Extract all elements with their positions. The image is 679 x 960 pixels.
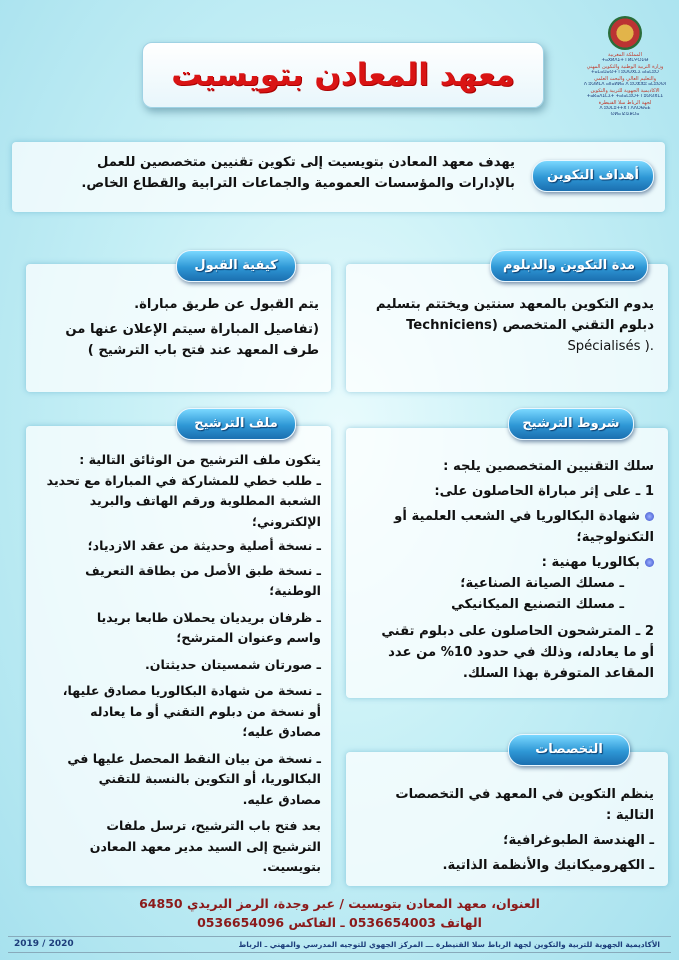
crest-line: الأكاديمية الجهوية للتربية والتكوين [590, 88, 660, 94]
file-line: ـ صورتان شمسيتان حديثتان. [144, 656, 321, 672]
footer-address: العنوان، معهد المعادن بتويسيت / عبر وجدة، الرمز البريدي 64850 [139, 896, 540, 911]
objectives-line: يهدف معهد المعادن بتويسيت إلى تكوين تقنيين متخصصين للعمل [97, 155, 515, 170]
crest-line: ⵜⴰⴽⴰⴷⵉⵎⵉⵜ ⵜⴰⵏⴰⵎⵓⵔⵜ ⵏ ⵓⵙⵙⴳⵎⵉ [586, 94, 664, 99]
title-banner [142, 42, 544, 108]
duration-section [346, 264, 668, 392]
tab-admission: كيفية القبول [176, 250, 296, 282]
file-line: الإلكتروني؛ [251, 513, 321, 529]
conditions-line: بكالوريا مهنية : [541, 555, 640, 570]
footer-organizations: الأكاديمية الجهوية للتربية والتكوين لجهة الرباط سلا القنيطرة ـــ المركز الجهوي للتوجيه المدرسي والمهني ـ الرباط [238, 940, 660, 949]
conditions-line: التكنولوجية؛ [576, 530, 654, 545]
tab-specialties: التخصصات [508, 734, 630, 766]
conditions-bullet [354, 552, 654, 573]
tab-objectives: أهداف التكوين [532, 160, 654, 192]
duration-line: يدوم التكوين بالمعهد سنتين ويختتم بتسليم [375, 297, 654, 312]
file-line: ـ نسخة من بيان النقط المحصل عليها في [67, 750, 321, 766]
conditions-line: سلك التقنيين المتخصصين يلجه : [443, 459, 654, 474]
crest-line: ⵜⴰⵎⴰⵡⴰⵙⵜ ⵏ ⵓⵙⵙⴳⵎⵉ ⴰⵏⴰⵎⵓⵔ [591, 70, 659, 75]
file-line: واسم وعنوان المترشح؛ [176, 630, 321, 645]
footer-divider [8, 936, 671, 937]
crest-line: والتعليم العالي والبحث العلمي [593, 76, 657, 82]
crest-line: ⵜⴰⴳⵍⴷⵉⵜ ⵏ ⵍⵎⵖⵔⵉⴱ [601, 58, 649, 63]
admission-line: (تفاصيل المباراة سيتم الإعلان عنها من [65, 322, 319, 337]
file-line: الترشيح إلى السيد مدير معهد المعادن [89, 838, 321, 854]
bullet-icon [645, 512, 654, 521]
specialties-line: ـ الكهروميكانيك والأنظمة الذاتية. [442, 858, 654, 873]
crest-line: ⴷ ⵓⵙⵎⵓⵜⵜⴳ ⵏ ⴷⴷⵔⴱⴰⴹ [599, 106, 651, 111]
crest-line: ⴷ ⵓⵙⵍⵎⴷ ⴰⵏⵏⴰⵍⵍⴰ ⴷ ⵓⵔⵣⵣⵓ ⴰⵎⵓⵙⵙⵏ [583, 82, 667, 87]
crest-line: وزارة التربية الوطنية والتكوين المهني [586, 64, 664, 70]
conditions-line: شهادة البكالوريا في الشعب العلمية أو [394, 509, 640, 524]
footer-phone: الهاتف 0536654003 ـ الفاكس 0536654096 [197, 915, 482, 930]
file-line: يتكون ملف الترشيح من الوثائق التالية : [79, 452, 321, 467]
tab-duration: مدة التكوين والدبلوم [490, 250, 648, 282]
conditions-line: 1 ـ على إثر مباراة الحاصلون على: [434, 484, 654, 499]
specialties-line: ـ الهندسة الطبوغرافية؛ [503, 833, 654, 848]
file-line: بتويسيت. [262, 859, 321, 874]
file-line: بعد فتح باب الترشيح، ترسل ملفات [106, 818, 321, 833]
conditions-line: ـ مسلك التصنيع الميكانيكي [451, 597, 624, 612]
file-line: ـ نسخة طبق الأصل من بطاقة التعريف [85, 562, 321, 578]
royal-emblem-icon [608, 16, 642, 50]
file-line: ـ ظرفان بريديان يحملان طابعا بريديا [96, 609, 321, 625]
specialties-line: التالية : [605, 808, 654, 823]
file-line: مصادق عليه. [242, 791, 321, 807]
file-line: ـ نسخة أصلية وحديثة من عقد الازدياد؛ [87, 538, 321, 553]
page-title: معهد المعادن بتويسيت [171, 57, 515, 93]
tab-application-file: ملف الترشيح [176, 408, 296, 440]
conditions-bullet [354, 506, 654, 527]
objectives-line: بالإدارات والمؤسسات العمومية والجماعات الترابية والقطاع الخاص. [81, 176, 515, 191]
file-line: ـ نسخة من شهادة البكالوريا مصادق عليها، [62, 683, 321, 698]
conditions-line: ـ مسلك الصيانة الصناعية؛ [460, 576, 624, 591]
file-line: الوطنية؛ [269, 583, 321, 598]
admission-section [26, 264, 331, 392]
file-line: ـ طلب خطي للمشاركة في المباراة مع تحديد [46, 472, 321, 488]
file-line: مصادق عليه؛ [242, 724, 321, 739]
footer-divider [8, 952, 671, 953]
crest-line: ⵙⵍⴰ ⵇⵏⵉⵟⵔⴰ [610, 112, 640, 117]
conditions-line: المقاعد المتوفرة بهذا السلك. [462, 666, 654, 681]
file-line: أو نسخة من دبلوم التقني أو ما يعادله [90, 703, 321, 719]
admission-line: يتم القبول عن طريق مباراة. [134, 297, 319, 312]
crest-line: لجهة الرباط سلا القنيطرة [598, 100, 652, 106]
specialties-section [346, 752, 668, 886]
ministry-crest [580, 10, 670, 120]
application-file-section [26, 426, 331, 886]
file-line: الشعبة المطلوبة ورقم الهاتف والبريد [89, 493, 321, 508]
bullet-icon [645, 558, 654, 567]
footer-year: 2019 / 2020 [14, 939, 74, 949]
conditions-section [346, 428, 668, 698]
crest-line: المملكة المغربية [608, 52, 642, 58]
admission-line: طرف المعهد عند فتح باب الترشيح ) [87, 343, 319, 358]
tab-conditions: شروط الترشيح [508, 408, 634, 440]
conditions-line: 2 ـ المترشحون الحاصلون على دبلوم تقني [381, 624, 654, 639]
conditions-line: أو ما يعادله، وذلك في حدود 10% من عدد [388, 645, 654, 660]
specialties-line: ينظم التكوين في المعهد في التخصصات [395, 787, 654, 802]
file-line: البكالوريا، أو التكوين بالنسبة للتقني [98, 771, 321, 786]
duration-line: Spécialisés ). [567, 339, 654, 354]
duration-line: دبلوم التقني المتخصص (Techniciens [406, 318, 654, 333]
